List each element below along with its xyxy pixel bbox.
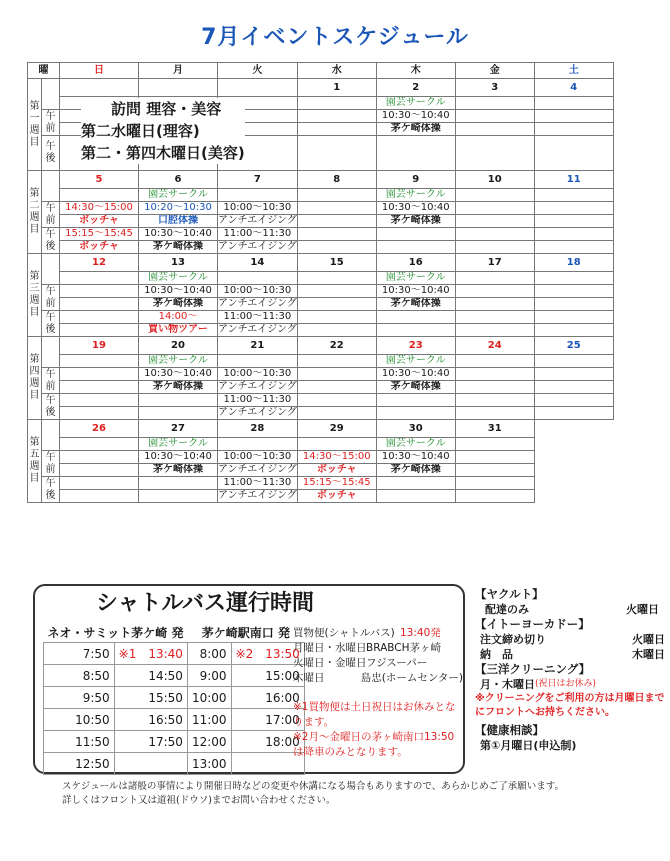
time-cell: 15:00 [231,665,304,687]
service-day: 火曜日 [626,603,659,616]
event-chigasaki: 茅ケ崎体操 [376,215,455,228]
am-label: 午前 [42,451,60,477]
date-cell: 19 [60,337,139,355]
date-cell [218,79,298,97]
time-cell: 8:00 [187,643,231,665]
event-boccia: ボッチャ [60,215,139,228]
week-3-label: 第三週目 [28,254,42,337]
table-row [44,731,305,753]
date-cell: 1 [297,79,376,97]
service-day: 木曜日 [632,648,665,661]
date-cell: 21 [218,337,298,355]
time-cell: 16:00 [231,687,304,709]
time-cell: ※2 13:50 [231,643,304,665]
event-engei: 園芸サークル [376,189,455,202]
event-kaimono: 買い物ツアー [139,324,218,337]
date-cell: 26 [60,420,139,438]
time-cell: 9:50 [44,687,115,709]
date-cell: 22 [297,337,376,355]
event-anti: アンチエイジング [218,298,297,309]
visit-barber-notice [81,98,245,164]
week-2-label: 第二週目 [28,171,42,254]
event-boccia: ボッチャ [297,490,376,503]
weekday-thu: 木 [376,63,455,79]
notice-line: 第二水曜日(理容) [81,122,200,140]
week-5-label: 第五週目 [28,420,42,503]
event-anti: アンチエイジング [218,241,297,252]
date-cell: 5 [60,171,139,189]
event-time: 11:00〜11:30 [218,477,298,490]
week-3-date-row [28,254,614,272]
time-cell: 14:50 [114,665,187,687]
date-cell: 7 [218,171,298,189]
event-time: 14:30〜15:00 [297,451,376,464]
event-anti: アンチエイジング [218,490,297,501]
event-anti: アンチエイジング [218,407,297,418]
info-label: 木曜日 [293,672,325,684]
event-time: 14:00〜 [139,311,218,324]
weekday-mon: 月 [139,63,218,79]
event-chigasaki: 茅ケ崎体操 [139,241,218,254]
info-label: 月曜日・水曜日 [293,642,367,654]
event-anti: アンチエイジング [218,464,297,475]
event-chigasaki: 茅ケ崎体操 [376,298,455,311]
weekday-header-row [28,63,614,79]
date-cell [139,79,218,97]
date-cell: 3 [455,79,534,97]
time-cell: 17:00 [231,709,304,731]
time-cell [114,753,187,775]
pm-label: 午後 [42,136,60,171]
am-label: 午前 [42,368,60,394]
week-5-date-row [28,420,614,438]
time-cell: 10:50 [44,709,115,731]
notice-line: 第二・第四木曜日(美容) [81,144,245,162]
week-1-date-row [28,79,614,97]
event-time: 10:30〜10:40 [376,202,455,215]
event-engei: 園芸サークル [376,272,455,285]
pm-label: 午後 [42,394,60,420]
date-cell: 6 [139,171,218,189]
service-item: 第①月曜日(申込制) [480,739,577,752]
footer-line: 詳しくはフロント又は道祖(ドウソ)までお問い合わせください。 [62,795,336,806]
time-cell: ※1 13:40 [114,643,187,665]
date-cell: 23 [376,337,455,355]
event-chigasaki: 茅ケ崎体操 [139,298,218,311]
time-cell: 11:00 [187,709,231,731]
info-label: 火曜日・金曜日 [293,657,367,669]
service-day: 火曜日 [632,633,665,646]
info-value: BRABCH茅ヶ崎 [366,642,442,654]
pm-label: 午後 [42,311,60,337]
time-cell: 7:50 [44,643,115,665]
time-cell: 16:50 [114,709,187,731]
event-time: 14:30〜15:00 [60,202,139,215]
shopping-bus-info [293,626,463,760]
footer-line: スケジュールは諸般の事情により開催日時などの変更や休講になる場合もありますので、あらかじめご了承願います。 [62,781,564,792]
event-time: 10:30〜10:40 [139,285,218,298]
date-cell: 8 [297,171,376,189]
event-time: 10:30〜10:40 [376,285,455,298]
event-time: 10:00〜10:30 [218,202,298,215]
service-heading: 【三洋クリーニング】 [475,662,591,676]
time-cell: 18:00 [231,731,304,753]
table-row [44,753,305,775]
event-time: 10:00〜10:30 [218,368,298,381]
event-chigasaki: 茅ケ崎体操 [376,464,455,477]
time-cell: 9:00 [187,665,231,687]
info-value: 13:40発 [400,627,441,639]
date-cell: 16 [376,254,455,272]
info-label: 買物便(シャトルバス) [293,627,395,639]
time-cell: 15:50 [114,687,187,709]
event-time: 10:30〜10:40 [139,228,218,241]
date-cell: 18 [534,254,613,272]
event-engei: 園芸サークル [376,438,455,451]
service-heading: 【イトーヨーカドー】 [475,617,590,631]
event-engei: 園芸サークル [139,189,218,202]
event-time: 10:20〜10:30 [139,202,218,215]
am-label: 午前 [42,110,60,136]
pm-label: 午後 [42,228,60,254]
shuttle-note-2: ※2月〜金曜日の茅ヶ崎南口13:50は降車のみとなります。 [293,731,455,758]
weekday-sun: 日 [60,63,139,79]
time-cell: 8:50 [44,665,115,687]
shuttle-timetable [43,622,305,775]
service-item: 注文締め切り [480,633,546,646]
date-cell: 14 [218,254,298,272]
event-time: 15:15〜15:45 [60,228,139,241]
shuttle-from-neo: ネオ・サミット茅ケ崎 発 [47,625,184,640]
notice-line: 訪問 理容・美容 [111,100,222,118]
service-heading: 【ヤクルト】 [475,587,544,601]
event-koku: 口腔体操 [139,215,218,228]
service-item: 配達のみ [485,603,529,616]
event-time: 10:30〜10:40 [139,451,218,464]
time-cell: 12:50 [44,753,115,775]
event-boccia: ボッチャ [297,464,376,477]
week-1-label: 第一週目 [28,79,42,171]
pm-label: 午後 [42,477,60,503]
services-panel [475,587,665,753]
date-cell: 12 [60,254,139,272]
date-cell [60,79,139,97]
table-row [44,665,305,687]
service-note-small: (祝日はお休み) [535,679,597,689]
event-chigasaki: 茅ケ崎体操 [376,123,455,136]
event-chigasaki: 茅ケ崎体操 [376,381,455,394]
service-heading: 【健康相談】 [475,723,544,737]
event-time: 10:00〜10:30 [218,451,298,464]
week-4-date-row [28,337,614,355]
shuttle-note-1: ※1買物便は土日祝日はお休みとなります。 [293,701,456,728]
date-cell: 15 [297,254,376,272]
footer-note [62,780,564,808]
am-label: 午前 [42,202,60,228]
event-anti: アンチエイジング [218,215,297,226]
date-cell: 20 [139,337,218,355]
table-row [44,687,305,709]
time-cell: 10:00 [187,687,231,709]
weekday-tue: 火 [218,63,298,79]
time-cell: 13:00 [187,753,231,775]
time-cell: 12:00 [187,731,231,753]
event-boccia: ボッチャ [60,241,139,254]
weekday-fri: 金 [455,63,534,79]
event-time: 10:30〜10:40 [376,451,455,464]
event-time: 10:30〜10:40 [376,368,455,381]
date-cell: 27 [139,420,218,438]
event-time: 11:00〜11:30 [218,311,298,324]
event-time: 10:30〜10:40 [139,368,218,381]
weekday-wed: 水 [297,63,376,79]
event-engei: 園芸サークル [139,272,218,285]
time-cell: 11:50 [44,731,115,753]
date-cell: 2 [376,79,455,97]
event-anti: アンチエイジング [218,324,297,335]
event-time: 11:00〜11:30 [218,394,298,407]
weekday-sat: 土 [534,63,613,79]
service-note: ※クリーニングをご利用の方は月曜日までにフロントへお持ちください。 [475,693,665,718]
week-1-blank [42,79,60,110]
info-value: 島忠(ホームセンター) [360,672,463,684]
date-cell: 30 [376,420,455,438]
date-cell: 10 [455,171,534,189]
am-label: 午前 [42,285,60,311]
table-row [44,709,305,731]
event-engei: 園芸サークル [376,355,455,368]
event-time: 10:30〜10:40 [376,110,455,123]
date-cell: 31 [455,420,534,438]
page-title: 7月イベントスケジュール [201,25,469,50]
event-engei: 園芸サークル [376,97,455,110]
shuttle-bus-panel [33,584,465,774]
event-chigasaki: 茅ケ崎体操 [139,464,218,477]
event-time: 10:00〜10:30 [218,285,298,298]
service-item: 納 品 [480,648,513,661]
weekday-header-label: 曜 [28,63,60,79]
time-cell: 17:50 [114,731,187,753]
service-day: 月・木曜日 [480,678,535,691]
event-anti: アンチエイジング [218,381,297,392]
date-cell: 25 [534,337,613,355]
table-row [44,643,305,665]
event-time: 11:00〜11:30 [218,228,298,241]
date-cell: 13 [139,254,218,272]
info-value: フジスーパー [366,657,428,669]
date-cell: 11 [534,171,613,189]
date-cell: 28 [218,420,298,438]
week-2-date-row [28,171,614,189]
event-engei: 園芸サークル [139,355,218,368]
shuttle-title: シャトルバス運行時間 [95,591,315,616]
date-cell: 29 [297,420,376,438]
event-time: 15:15〜15:45 [297,477,376,490]
event-engei: 園芸サークル [139,438,218,451]
shuttle-from-station: 茅ケ崎駅南口 発 [201,625,290,640]
date-cell: 24 [455,337,534,355]
date-cell: 17 [455,254,534,272]
date-cell: 9 [376,171,455,189]
week-4-label: 第四週目 [28,337,42,420]
event-chigasaki: 茅ケ崎体操 [139,381,218,394]
date-cell: 4 [534,79,613,97]
